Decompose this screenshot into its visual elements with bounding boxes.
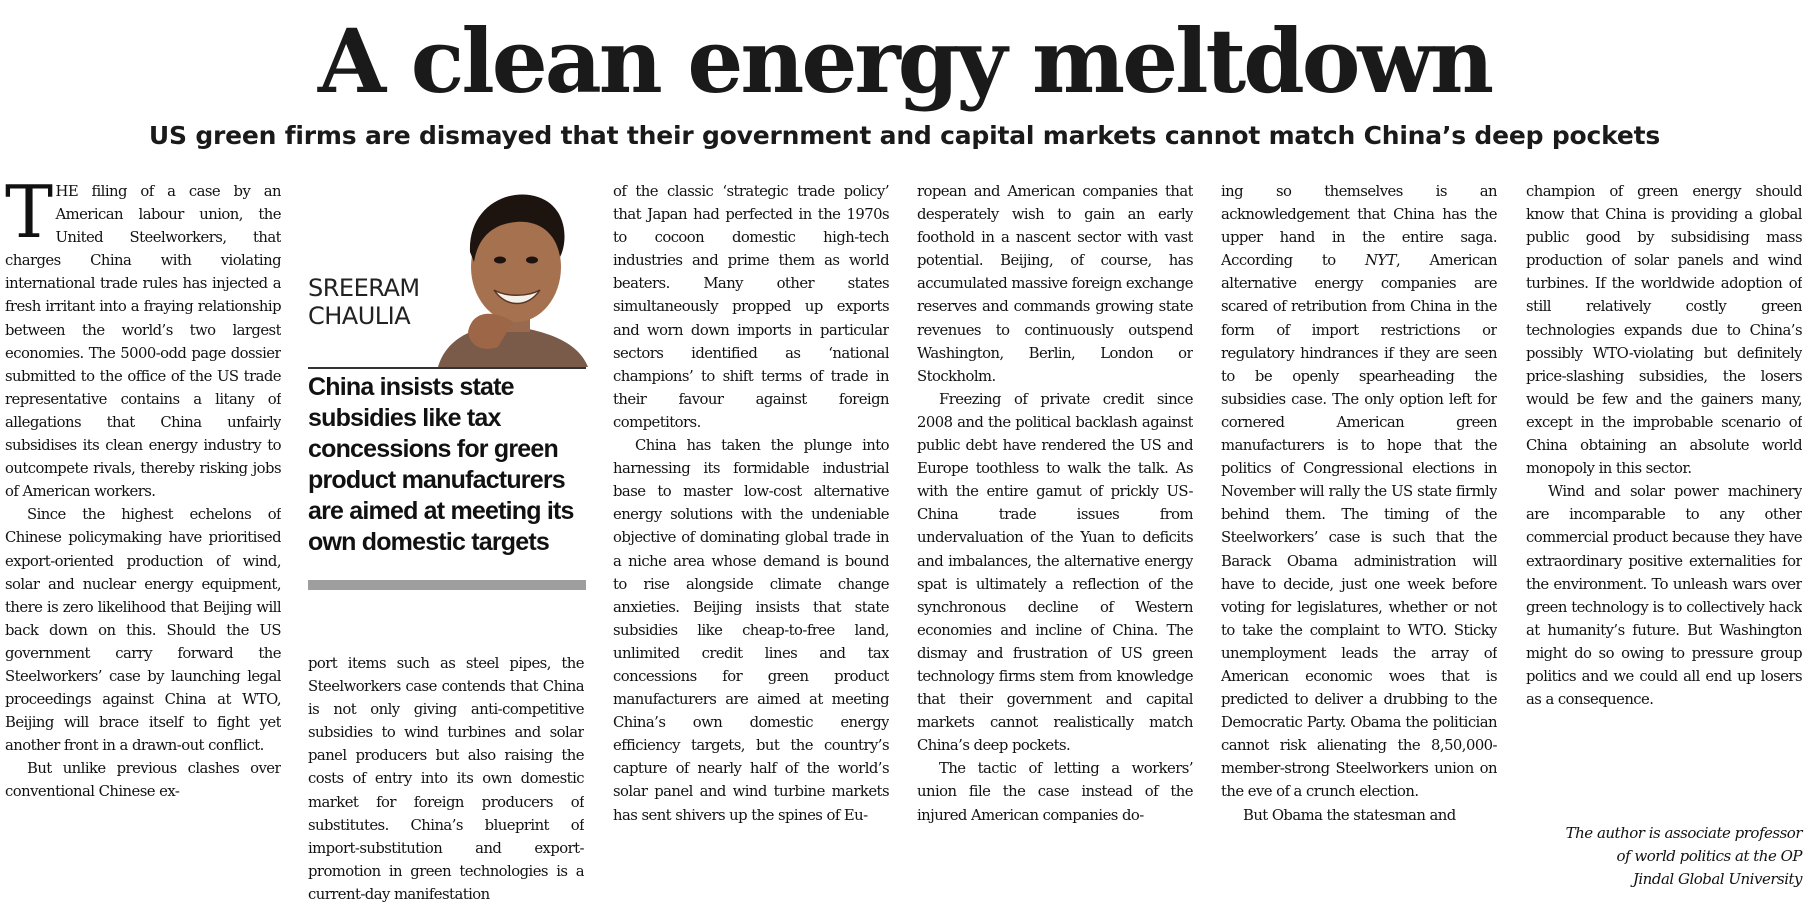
article-paragraph: champion of green energy should know that China is providing a global public good by subsidising mass production of solar panels and wind turbines. If the worldwide adoption of still relatively costly green technologies expands due to China’s possibly WTO-violating but definitely price-slashing subsidies, the losers would be few and the gainers many, except in the improbable scenario of China obtaining an absolute world monopoly in this sector. <box>1526 183 1802 478</box>
credit-line: The author is associate professor <box>1565 824 1802 842</box>
pullquote-top-rule <box>308 367 586 369</box>
article-paragraph: China has taken the plunge into harnessing its formidable industrial base to master low-cost alternative energy solutions with the undeniable objective of dominating global trade in a niche area whose demand is bound to rise alongside climate change anxieties. Beijing insists that state subsidies like cheap-to-free land, unlimited credit lines and tax concessions for green product manufacturers are aimed at meeting China’s own domestic energy efficiency targets, but the country’s capture of nearly half of the world’s solar panel and wind turbine markets has sent shivers up the spines of Eu- <box>613 437 889 824</box>
paragraph-text: HE filing of a case by an American labour union, the United Steelworkers, that charges China with violating international trade rules has injected a fresh irritant into a fraying relationship between the world’s two largest economies. The 5000-odd page dossier submitted to the office of the US trade representative contains a litany of allegations that China unfairly subsidises its clean energy industry to outcompete rivals, thereby risking jobs of American workers. <box>5 183 281 501</box>
article-paragraph: Wind and solar power machinery are incomparable to any other commercial product because they have extraordinary positive externalities for the environment. To unleash wars over green technology is to collectively hack at humanity’s future. But Washington might do so owing to pressure group politics and we could all end up losers as a consequence. <box>1526 483 1802 709</box>
author-portrait-icon <box>428 182 588 367</box>
article-paragraph: But Obama the statesman and <box>1243 806 1456 824</box>
article-paragraph: Freezing of private credit since 2008 and the political backlash against public debt have rendered the US and Europe toothless to walk the talk. As with the entire gamut of prickly US-China trade issues from undervaluation of the Yuan to deficits and imbalances, the alternative energy spat is ultimately a reflection of the synchronous decline of Western economies and incline of China. The dismay and frustration of US green technology firms stem from knowledge that their government and capital markets cannot realistically match China’s deep pockets. <box>917 390 1193 755</box>
publication-name: NYT <box>1365 252 1396 270</box>
paragraph-text: ing so themselves is an acknowledgement that China has the upper hand in the entire saga. According to <box>1221 183 1497 270</box>
article-column-4 <box>917 180 1193 902</box>
article-paragraph: of the classic ‘strategic trade policy’ that Japan had perfected in the 1970s to cocoon domestic high-tech industries and prime them as world beaters. Many other states simultaneously propped up exports and worn down imports in particular sectors identified as ‘national champions’ to shift terms of trade in their favour against foreign competitors. <box>613 183 889 431</box>
article-column-2 <box>308 652 584 904</box>
article-paragraph: port items such as steel pipes, the Steelworkers case contends that China is not only giving anti-competitive subsidies to wind turbines and solar panel producers but also raising the costs of entry into its own domestic market for foreign producers of substitutes. China’s blueprint of import-substitution and export-promotion in green technologies is a current-day manifestation <box>308 655 584 903</box>
dropcap: T <box>5 180 53 254</box>
article-column-6 <box>1526 180 1802 902</box>
credit-line: of world politics at the OP <box>1616 847 1802 865</box>
author-credit <box>1526 822 1802 891</box>
article-paragraph: But unlike previous clashes over conventional Chinese ex- <box>5 760 281 801</box>
article-paragraph: The tactic of letting a workers’ union file the case instead of the injured American companies do- <box>917 760 1193 824</box>
article-paragraph <box>5 180 281 503</box>
credit-line: Jindal Global University <box>1632 870 1802 888</box>
headline: A clean energy meltdown <box>317 9 1492 113</box>
article-paragraph: Since the highest echelons of Chinese policymaking have prioritised export-oriented production of wind, solar and nuclear energy equipment, there is zero likelihood that Beijing will back down on this. Should the US government carry forward the Steelworkers’ case by launching legal proceedings against China at WTO, Beijing will brace itself to fight yet another front in a drawn-out conflict. <box>5 506 281 755</box>
author-name <box>308 274 448 330</box>
article-paragraph: ropean and American companies that desperately wish to gain an early foothold in a nascent sector with vast potential. Beijing, of course, has accumulated massive foreign exchange reserves and commands growing state revenues to continuously outspend Washington, Berlin, London or Stockholm. <box>917 183 1193 385</box>
author-byline <box>308 182 588 367</box>
pullquote-bottom-bar <box>308 580 586 590</box>
article-paragraph <box>1221 180 1497 804</box>
author-first-name: SREERAM <box>308 274 420 302</box>
subheadline: US green firms are dismayed that their government and capital markets cannot match China’s deep pockets <box>148 121 1661 150</box>
article-column-1 <box>5 180 281 902</box>
paragraph-text: , American alternative energy companies are scared of retribution from China in the form of import restrictions or regulatory hindrances if they are seen to be openly spearheading the subsidies case. The only option left for cornered American green manufacturers is to hope that the politics of Congressional elections in November will rally the US state firmly behind them. The timing of the Steelworkers’ case is such that the Barack Obama administration will have to decide, just one week before voting for legislatures, whether or not to take the complaint to WTO. Sticky unemployment leads the array of American economic woes that is predicted to deliver a drubbing to the Democratic Party. Obama the politician cannot risk alienating the 8,50,000-member-strong Steelworkers union on the eve of a crunch election. <box>1221 252 1497 801</box>
article-column-5 <box>1221 180 1497 902</box>
pullquote: China insists state subsidies like tax concessions for green product manufacturers are aimed at meeting its own domestic targets <box>308 373 574 556</box>
article-column-3 <box>613 180 889 902</box>
author-last-name: CHAULIA <box>308 302 411 330</box>
